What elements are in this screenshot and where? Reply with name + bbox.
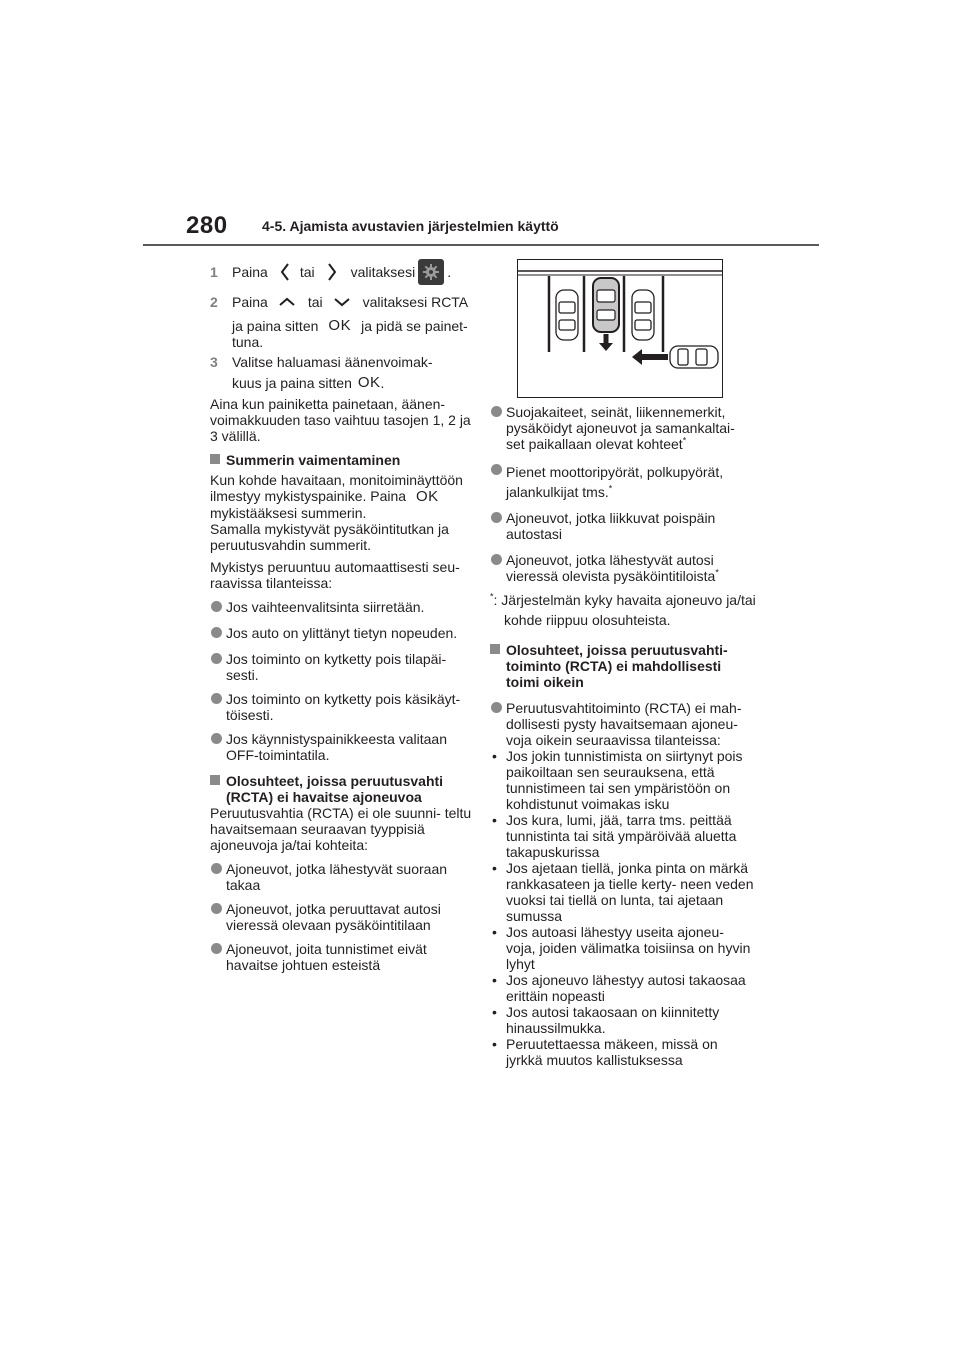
footnote-mark: * xyxy=(715,567,719,578)
list-item: Jos auto on ylittänyt tietyn nopeuden. xyxy=(210,625,478,641)
car-icon xyxy=(593,278,619,332)
list-item: Peruutusvahtitoiminto (RCTA) ei mah- dollisesti pysty havaitsemaan ajoneu- voja oikein seuraavissa tilanteissa: xyxy=(490,700,756,748)
chevron-right-icon xyxy=(327,262,337,282)
list-item: • Jos ajoneuvo lähestyy autosi takaosaa erittäin nopeasti xyxy=(490,972,756,1004)
volume-note: Aina kun painiketta painetaan, äänen- voimakkuuden taso vaihtuu tasojen 1, 2 ja 3 välillä. xyxy=(210,396,471,444)
right-column xyxy=(490,404,756,1068)
list-item: • Jos autoasi lähestyy useita ajoneu- voja, joiden välimatka toisiinsa on hyvin lyhyt xyxy=(490,924,756,972)
step-text: tai xyxy=(299,264,315,280)
footnote-mark: * xyxy=(682,435,687,446)
list-item: • Peruutettaessa mäkeen, missä on jyrkkä muutos kallistuksessa xyxy=(490,1036,756,1068)
list-item: • Jos jokin tunnistimista on siirtynyt pois paikoiltaan sen seurauksena, että tunnistimeen tai sen ympäristöön on kohdistunut voimakas isku xyxy=(490,748,756,812)
chevron-down-icon xyxy=(333,297,351,307)
not-detect-heading: Olosuhteet, joissa peruutusvahti (RCTA) ei havaitse ajoneuvoa xyxy=(210,773,478,805)
step-text: valitaksesi xyxy=(350,264,416,280)
left-column xyxy=(210,258,478,973)
step-text: Paina xyxy=(232,264,268,280)
step-1 xyxy=(210,258,478,286)
mute-text: Samalla mykistyvät pysäköintitutkan ja peruutusvahdin summerit. xyxy=(210,521,449,553)
page-number: 280 xyxy=(186,212,228,239)
chevron-up-icon xyxy=(278,297,296,307)
list-item: Jos toiminto on kytketty pois tilapäi- sesti. xyxy=(210,651,478,683)
list-item: Ajoneuvot, jotka lähestyvät suoraan takaa xyxy=(210,861,478,893)
list-item: Jos vaihteenvalitsinta siirretään. xyxy=(210,599,478,615)
step-text: ja paina sitten xyxy=(232,318,319,334)
list-item xyxy=(490,552,756,584)
mute-text: mykistääksesi summerin. xyxy=(210,505,367,521)
step-3 xyxy=(210,354,478,396)
step-text: tuna. xyxy=(232,334,264,350)
car-icon xyxy=(632,290,654,340)
step-text: valitaksesi RCTA xyxy=(362,294,469,310)
step-number: 1 xyxy=(210,264,218,280)
footnote-mark: * xyxy=(490,591,494,602)
section-title: 4-5. Ajamista avustavien järjestelmien käyttö xyxy=(262,218,559,234)
footnote-text: : Järjestelmän kyky havaita ajoneuvo ja/tai kohde riippuu olosuhteista. xyxy=(493,592,756,628)
arrow-down-icon xyxy=(599,334,613,351)
mute-cancel-intro: Mykistys peruuntuu automaattisesti seu- raavissa tilanteissa: xyxy=(210,559,460,591)
step-text: . xyxy=(447,264,452,280)
list-item: Ajoneuvot, jotka liikkuvat poispäin autostasi xyxy=(490,510,756,542)
list-item: Ajoneuvot, joita tunnistimet eivät havaitse johtuen esteistä xyxy=(210,941,478,973)
header-divider xyxy=(143,244,819,246)
gear-icon xyxy=(418,259,444,285)
list-item: • Jos autosi takaosaan on kiinnitetty hinaussilmukka. xyxy=(490,1004,756,1036)
step-text: kuus ja paina sitten xyxy=(232,375,352,391)
parking-diagram xyxy=(518,260,722,397)
step-text: Valitse haluamasi äänenvoimak- xyxy=(232,354,433,370)
step-2 xyxy=(210,290,478,350)
mute-heading: Summerin vaimentaminen xyxy=(210,452,478,468)
list-item xyxy=(490,462,756,502)
step-text: . xyxy=(380,375,385,391)
condition-list xyxy=(490,748,756,1068)
list-item xyxy=(490,404,756,452)
list-item-text: Ajoneuvot, jotka lähestyvät autosi vieressä olevista pysäköintitiloista xyxy=(506,552,716,584)
footnote xyxy=(490,590,756,630)
step-text: Paina xyxy=(232,294,268,310)
step-text: ja pidä se painet- xyxy=(361,318,468,334)
car-icon xyxy=(556,290,578,340)
step-number: 3 xyxy=(210,354,218,370)
chevron-left-icon xyxy=(280,262,290,282)
list-item-text: Suojakaiteet, seinät, liikennemerkit, pysäköidyt ajoneuvot ja samankaltai- set paikallaan olevat kohteet xyxy=(506,404,735,452)
list-item: Jos käynnistyspainikkeesta valitaan OFF-toimintatila. xyxy=(210,731,478,763)
ok-button-icon: OK xyxy=(328,317,352,334)
rcta-illustration xyxy=(517,259,723,398)
list-item: • Jos kura, lumi, jää, tarra tms. peittää tunnistinta tai sitä ympäröivää aluetta takapuskurissa xyxy=(490,812,756,860)
list-item-text: Pienet moottoripyörät, polkupyörät, jalankulkijat tms. xyxy=(506,464,724,500)
footnote-mark: * xyxy=(608,483,613,494)
car-icon xyxy=(670,346,718,368)
not-detect-intro: Peruutusvahtia (RCTA) ei ole suunni- teltu havaitsemaan seuraavan tyyppisiä ajoneuvoja ja/tai kohteita: xyxy=(210,805,472,853)
mute-text: Kun kohde havaitaan, monitoiminäyttöön ilmestyy mykistyspainike. Paina xyxy=(210,472,463,504)
mute-paragraph xyxy=(210,472,478,553)
step-text: tai xyxy=(307,294,323,310)
list-item: Jos toiminto on kytketty pois käsikäyt- töisesti. xyxy=(210,691,478,723)
ok-button-icon: OK xyxy=(415,488,439,505)
not-proper-heading: Olosuhteet, joissa peruutusvahti- toiminto (RCTA) ei mahdollisesti toimi oikein xyxy=(490,642,756,690)
step-number: 2 xyxy=(210,294,218,310)
ok-button-icon: OK xyxy=(357,374,381,391)
list-item: Ajoneuvot, jotka peruuttavat autosi vieressä olevaan pysäköintitilaan xyxy=(210,901,478,933)
list-item: • Jos ajetaan tiellä, jonka pinta on märkä rankkasateen ja tielle kerty- neen veden vuoksi tai tiellä on lunta, tai ajetaan sumussa xyxy=(490,860,756,924)
